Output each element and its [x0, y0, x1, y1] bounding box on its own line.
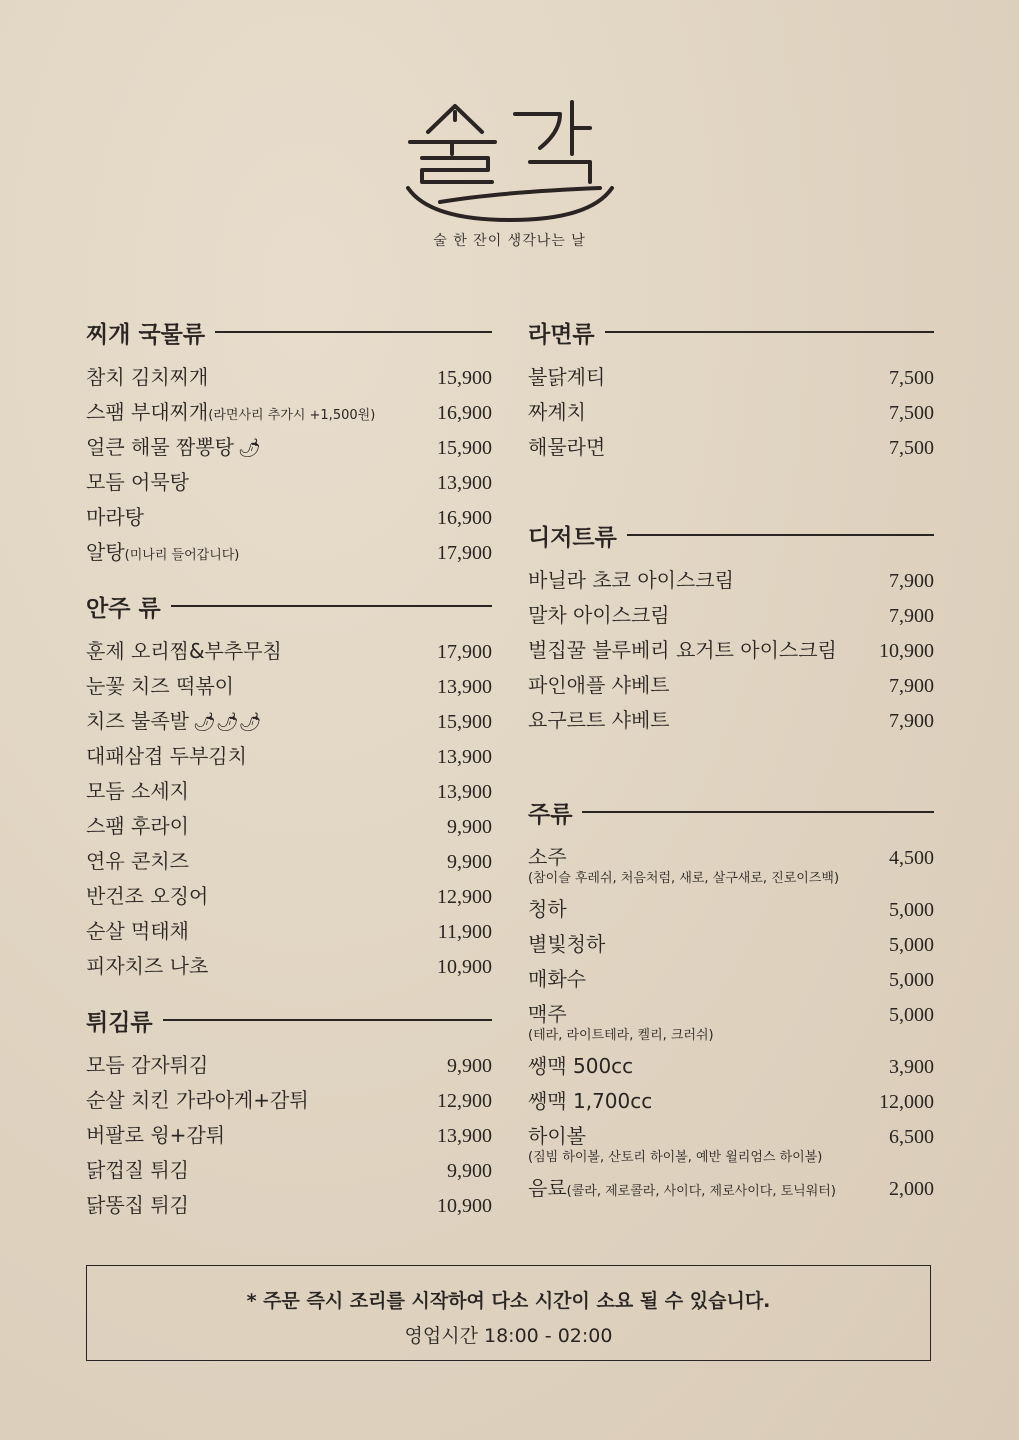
- menu-item-price: 17,900: [437, 542, 492, 564]
- menu-item: [528, 668, 934, 703]
- item-name-text: 훈제 오리찜&부추무침: [86, 639, 282, 663]
- menu-item-price: 16,900: [437, 507, 492, 529]
- menu-item: [86, 669, 492, 704]
- item-name-text: 파인애플 샤베트: [528, 673, 670, 697]
- menu-item-price: 10,900: [437, 1195, 492, 1217]
- menu-item: [86, 634, 492, 669]
- item-subnote: (참이슬 후레쉬, 처음처럼, 새로, 살구새로, 진로이즈백): [528, 871, 840, 886]
- menu-item-name: [528, 927, 605, 962]
- menu-right-column: [528, 310, 934, 1206]
- menu-item-price: 7,900: [889, 675, 934, 697]
- item-note: (라면사리 추가시 +1,500원): [208, 408, 376, 423]
- menu-item: [86, 739, 492, 774]
- item-name-text: 피자치즈 나초: [86, 954, 209, 978]
- brand-logo: [400, 92, 620, 222]
- menu-item: [86, 1153, 492, 1188]
- menu-item-price: 5,000: [889, 934, 934, 956]
- menu-item-name: [528, 892, 567, 927]
- menu-item-price: 2,000: [889, 1178, 934, 1200]
- section-title: 찌개 국물류: [86, 321, 206, 348]
- menu-list: [528, 563, 934, 738]
- item-name-text: 모듬 어묵탕: [86, 470, 189, 494]
- menu-item: [86, 949, 492, 984]
- item-name-text: 닭껍질 튀김: [86, 1158, 189, 1182]
- section-title: 라면류: [528, 321, 595, 348]
- item-name-text: 참치 김치찌개: [86, 365, 209, 389]
- item-note: (콜라, 제로콜라, 사이다, 제로사이다, 토닉워터): [566, 1184, 836, 1199]
- notice-business-hours: 영업시간 18:00 - 02:00: [404, 1325, 613, 1347]
- item-name-text: 순살 치킨 가라아게+감튀: [86, 1088, 309, 1112]
- menu-item-price: 3,900: [889, 1056, 934, 1078]
- item-name-text: 모듬 소세지: [86, 779, 189, 803]
- menu-item-name: [86, 809, 189, 844]
- notice-box: [86, 1265, 931, 1361]
- menu-item-name: [528, 1171, 836, 1209]
- menu-item-name: [86, 1083, 309, 1118]
- menu-item-name: [86, 500, 144, 535]
- menu-item: [528, 997, 934, 1027]
- menu-item-name: [528, 703, 670, 738]
- menu-item-name: [528, 962, 586, 997]
- menu-section: [86, 998, 492, 1223]
- menu-item-name: [86, 704, 262, 740]
- menu-item-price: 5,000: [889, 969, 934, 991]
- menu-item-name: [528, 633, 837, 668]
- menu-item: [86, 430, 492, 465]
- section-divider: [163, 1019, 492, 1021]
- menu-item-price: 16,900: [437, 402, 492, 424]
- item-name-text: 벌집꿀 블루베리 요거트 아이스크림: [528, 638, 837, 662]
- menu-item-name: [86, 949, 208, 984]
- item-name-text: 매화수: [528, 967, 586, 991]
- menu-list: [86, 634, 492, 984]
- menu-item: [86, 1083, 492, 1118]
- menu-item-name: [528, 430, 605, 465]
- menu-section: [528, 310, 934, 465]
- menu-item: [528, 430, 934, 465]
- menu-item-price: 13,900: [437, 676, 492, 698]
- menu-item-price: 7,500: [889, 367, 934, 389]
- menu-item-price: 7,500: [889, 437, 934, 459]
- menu-item-name: [528, 668, 670, 703]
- menu-item-price: 7,500: [889, 402, 934, 424]
- section-divider: [627, 534, 934, 536]
- menu-item: [528, 360, 934, 395]
- menu-item-name: [86, 360, 208, 395]
- item-name-text: 요구르트 샤베트: [528, 708, 670, 732]
- menu-item-price: 15,900: [437, 711, 492, 733]
- menu-item-price: 12,000: [879, 1091, 934, 1113]
- item-name-text: 순살 먹태채: [86, 919, 189, 943]
- menu-item-name: [86, 1118, 225, 1153]
- item-name-text: 닭똥집 튀김: [86, 1193, 189, 1217]
- menu-item-name: [86, 1153, 189, 1188]
- item-subnote: (테라, 라이트테라, 켈리, 크러쉬): [528, 1028, 714, 1043]
- section-header: [528, 790, 934, 834]
- item-name-text: 말차 아이스크림: [528, 603, 670, 627]
- menu-item: [528, 1084, 934, 1119]
- menu-item: [86, 704, 492, 739]
- item-name-text: 별빛청하: [528, 932, 606, 956]
- section-title: 튀김류: [86, 1009, 153, 1036]
- section-title: 주류: [528, 801, 573, 828]
- menu-item-price: 5,000: [889, 1004, 934, 1026]
- menu-item: [528, 703, 934, 738]
- menu-item: [528, 927, 934, 962]
- menu-item-price: 9,900: [447, 1055, 492, 1077]
- item-name-text: 쌩맥 1,700cc: [528, 1089, 653, 1113]
- item-name-text: 반건조 오징어: [86, 884, 209, 908]
- menu-item: [86, 500, 492, 535]
- section-divider: [605, 331, 934, 333]
- menu-item-price: 13,900: [437, 781, 492, 803]
- item-name-text: 청하: [528, 897, 567, 921]
- menu-item: [86, 535, 492, 570]
- menu-section: [528, 513, 934, 738]
- section-header: [86, 584, 492, 628]
- menu-item: [86, 844, 492, 879]
- item-name-text: 버팔로 윙+감튀: [86, 1123, 226, 1147]
- menu-list: [86, 360, 492, 570]
- menu-item-price: 13,900: [437, 746, 492, 768]
- menu-item-name: [528, 1049, 633, 1084]
- menu-item: [86, 465, 492, 500]
- menu-item-name: [86, 535, 239, 573]
- chili-pepper-icon: 🌶🌶🌶: [192, 712, 262, 733]
- section-header: [86, 310, 492, 354]
- menu-item-price: 6,500: [889, 1126, 934, 1148]
- menu-item-name: [86, 739, 247, 774]
- menu-item: [86, 1188, 492, 1223]
- menu-item-price: 12,900: [437, 1090, 492, 1112]
- menu-item: [86, 395, 492, 430]
- menu-item-price: 13,900: [437, 1125, 492, 1147]
- menu-list: [528, 840, 934, 1206]
- menu-item-price: 13,900: [437, 472, 492, 494]
- item-name-text: 소주: [528, 845, 567, 869]
- menu-item: [528, 1119, 934, 1149]
- menu-section: [528, 790, 934, 1206]
- menu-item-price: 15,900: [437, 437, 492, 459]
- menu-item-name: [86, 669, 234, 704]
- item-name-text: 하이볼: [528, 1124, 586, 1148]
- menu-item: [86, 360, 492, 395]
- menu-item-name: [86, 879, 208, 914]
- menu-item-name: [528, 360, 605, 395]
- menu-item-price: 5,000: [889, 899, 934, 921]
- menu-item: [528, 563, 934, 598]
- menu-item: [86, 879, 492, 914]
- menu-item-name: [528, 395, 586, 430]
- menu-item-price: 10,900: [437, 956, 492, 978]
- section-title: 안주 류: [86, 595, 161, 622]
- section-header: [86, 998, 492, 1042]
- menu-item-name: [86, 1188, 189, 1223]
- menu-item-name: [86, 465, 189, 500]
- item-name-text: 얼큰 해물 짬뽕탕: [86, 435, 234, 459]
- menu-item-price: 9,900: [447, 816, 492, 838]
- menu-item: [86, 1048, 492, 1083]
- menu-item: [86, 914, 492, 949]
- item-name-text: 해물라면: [528, 435, 606, 459]
- menu-item-price: 10,900: [879, 640, 934, 662]
- item-name-text: 음료: [528, 1176, 567, 1200]
- section-header: [528, 513, 934, 557]
- item-name-text: 눈꽃 치즈 떡볶이: [86, 674, 234, 698]
- item-name-text: 스팸 부대찌개: [86, 400, 209, 424]
- menu-item: [528, 962, 934, 997]
- item-name-text: 대패삼겹 두부김치: [86, 744, 247, 768]
- menu-item-name: [528, 598, 670, 633]
- menu-list: [528, 360, 934, 465]
- menu-item-price: 9,900: [447, 1160, 492, 1182]
- menu-item-name: [86, 774, 189, 809]
- menu-item-name: [86, 1048, 208, 1083]
- menu-item-name: [528, 563, 734, 598]
- menu-item-name: [528, 1084, 652, 1119]
- item-name-text: 짜계치: [528, 400, 586, 424]
- menu-item: [528, 840, 934, 870]
- menu-item: [86, 774, 492, 809]
- item-name-text: 쌩맥 500cc: [528, 1054, 634, 1078]
- item-name-text: 바닐라 초코 아이스크림: [528, 568, 734, 592]
- tagline: 술 한 잔이 생각나는 날: [433, 233, 586, 249]
- menu-item-price: 15,900: [437, 367, 492, 389]
- menu-section: [86, 584, 492, 984]
- item-name-text: 치즈 불족발: [86, 709, 189, 733]
- menu-item-price: 7,900: [889, 605, 934, 627]
- item-name-text: 스팸 후라이: [86, 814, 189, 838]
- menu-item-price: 4,500: [889, 847, 934, 869]
- menu-item: [86, 1118, 492, 1153]
- menu-item-price: 12,900: [437, 886, 492, 908]
- menu-item-name: [86, 634, 282, 669]
- item-name-text: 알탕: [86, 540, 125, 564]
- notice-cooking-time: * 주문 즉시 조리를 시작하여 다소 시간이 소요 될 수 있습니다.: [246, 1290, 771, 1312]
- section-divider: [171, 605, 492, 607]
- menu-item: [528, 892, 934, 927]
- menu-item-price: 11,900: [437, 921, 492, 943]
- section-divider: [215, 331, 492, 333]
- menu-item: [528, 633, 934, 668]
- section-title: 디저트류: [528, 524, 617, 551]
- item-name-text: 불닭계티: [528, 365, 606, 389]
- section-divider: [582, 811, 934, 813]
- item-note: (미나리 들어갑니다): [124, 548, 240, 563]
- menu-item-price: 7,900: [889, 570, 934, 592]
- item-name-text: 마라탕: [86, 505, 144, 529]
- menu-item: [528, 395, 934, 430]
- menu-item-name: [86, 914, 189, 949]
- menu-item-name: [86, 844, 189, 879]
- menu-item-name: [86, 430, 261, 466]
- item-name-text: 모듬 감자튀김: [86, 1053, 209, 1077]
- menu-item-price: 7,900: [889, 710, 934, 732]
- menu-item: [528, 598, 934, 633]
- item-subnote: (짐빔 하이볼, 산토리 하이볼, 예반 윌리엄스 하이볼): [528, 1150, 823, 1165]
- menu-item: [528, 1049, 934, 1084]
- menu-item-name: [86, 395, 375, 433]
- menu-item-price: 9,900: [447, 851, 492, 873]
- item-name-text: 맥주: [528, 1002, 567, 1026]
- section-header: [528, 310, 934, 354]
- chili-pepper-icon: 🌶: [237, 438, 261, 459]
- item-name-text: 연유 콘치즈: [86, 849, 189, 873]
- menu-list: [86, 1048, 492, 1223]
- menu-left-column: [86, 310, 492, 1223]
- menu-item: [86, 809, 492, 844]
- menu-section: [86, 310, 492, 570]
- menu-item: [528, 1171, 934, 1206]
- menu-item-price: 17,900: [437, 641, 492, 663]
